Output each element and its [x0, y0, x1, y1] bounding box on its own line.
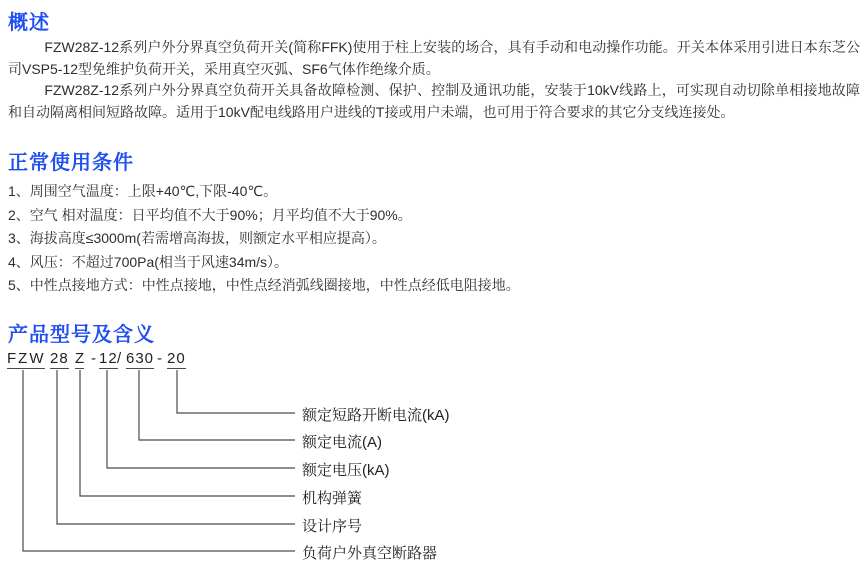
- section-heading-overview: 概述: [8, 12, 50, 34]
- model-separator-dash1: -: [91, 350, 96, 367]
- overview-paragraph-2: FZW28Z-12系列户外分界真空负荷开关具备故障检测、保护、控制及通讯功能，安装于10kV线路上，可实现自动切除单相接地故障和自动隔离相间短路故障。适用于10kV配电线路用户进线的T接或用户未端，也可用于符合要求的其它分支线连接处。: [8, 82, 860, 120]
- model-separator-slash: /: [117, 350, 122, 367]
- model-segment-series: FZW: [7, 350, 46, 367]
- model-label-design-number: 设计序号: [302, 518, 363, 535]
- conditions-list: [8, 180, 860, 298]
- model-label-rated-voltage: 额定电压(kA): [302, 462, 390, 479]
- condition-item-5: 5、中性点接地方式：中性点接地，中性点经消弧线圈接地，中性点经低电阻接地。: [8, 277, 520, 294]
- model-designation: [0, 350, 400, 372]
- condition-item-2: 2、空气 相对温度：日平均值不大于90%；月平均值不大于90%。: [8, 206, 412, 223]
- section-heading-model: 产品型号及含义: [8, 324, 155, 346]
- condition-item-3: 3、海拔高度≤3000m(若需增高海拔，则额定水平相应提高）。: [8, 230, 386, 247]
- condition-item-4: 4、风压：不超过700Pa(相当于风速34m/s）。: [8, 253, 289, 270]
- condition-item-1: 1、周围空气温度：上限+40℃,下限-40℃。: [8, 183, 278, 199]
- model-callout-lines: [0, 370, 867, 565]
- model-label-rated-current: 额定电流(A): [302, 434, 382, 451]
- model-segment-voltage: 12: [99, 350, 118, 367]
- model-segment-breaking: 20: [167, 350, 186, 367]
- model-segment-design: 28: [50, 350, 69, 367]
- model-label-breaker-type: 负荷户外真空断路器: [302, 545, 438, 562]
- model-separator-dash2: -: [157, 350, 162, 367]
- overview-paragraph-1: FZW28Z-12系列户外分界真空负荷开关(简称FFK)使用于柱上安装的场合，具有手动和电动操作功能。开关本体采用引进日本东芝公司VSP5-12型免维护负荷开关，采用真空灭弧、SF6气体作绝缘介质。: [8, 39, 860, 77]
- model-segment-current: 630: [126, 350, 155, 367]
- section-heading-conditions: 正常使用条件: [8, 152, 134, 174]
- model-label-spring: 机构弹簧: [302, 490, 363, 507]
- model-segment-spring: Z: [75, 350, 85, 367]
- model-label-breaking-current: 额定短路开断电流(kA): [302, 407, 450, 424]
